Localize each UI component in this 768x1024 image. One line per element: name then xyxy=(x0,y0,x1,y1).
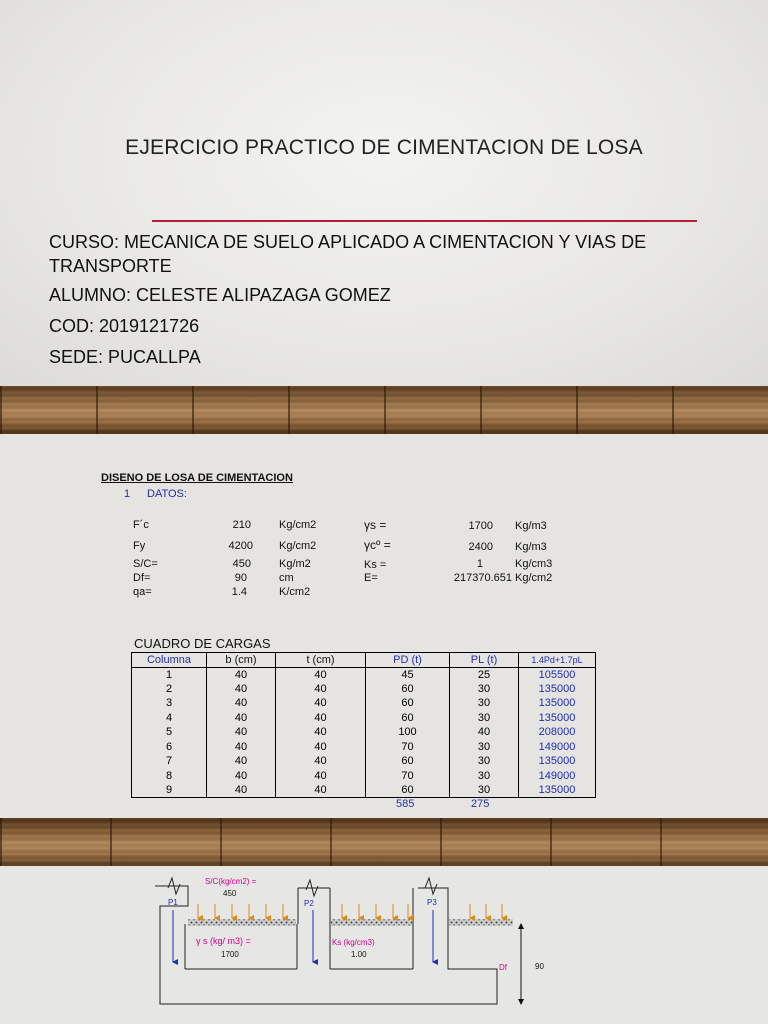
table-row xyxy=(132,711,596,726)
df-label: Df xyxy=(499,963,507,972)
table-cell: 40 xyxy=(207,783,276,798)
table-row xyxy=(132,682,596,697)
table-cell: 30 xyxy=(450,740,519,755)
param-name: γs = xyxy=(364,518,387,532)
table-row xyxy=(132,754,596,769)
param-value: 1700 xyxy=(468,520,493,532)
table-cell: 40 xyxy=(276,769,366,784)
table-cell: 25 xyxy=(450,667,519,682)
table-cell: 40 xyxy=(276,711,366,726)
section-title: DISENO DE LOSA DE CIMENTACION xyxy=(101,472,293,484)
sede-text: SEDE: PUCALLPA xyxy=(49,347,201,367)
sc-label: S/C(kg/cm2) = xyxy=(205,877,257,886)
table-cell: 4 xyxy=(132,711,207,726)
ks-label: Ks (kg/cm3) xyxy=(332,938,375,947)
col-header: b (cm) xyxy=(207,653,276,668)
table-cell: 70 xyxy=(366,740,450,755)
col-header: 1.4Pd+1.7pL xyxy=(519,653,596,668)
table-cell: 40 xyxy=(276,725,366,740)
table-cell: 30 xyxy=(450,711,519,726)
table-cell: 40 xyxy=(276,783,366,798)
param-name: Fy xyxy=(133,540,146,552)
table-cell: 40 xyxy=(207,769,276,784)
param-value: 1 xyxy=(476,558,483,570)
table-cell: 40 xyxy=(276,682,366,697)
col-header: PD (t) xyxy=(366,653,450,668)
table-cell: 60 xyxy=(366,682,450,697)
table-cell: 40 xyxy=(207,725,276,740)
table-cell: 40 xyxy=(276,754,366,769)
table-cell: 40 xyxy=(276,740,366,755)
table-cell: 30 xyxy=(450,783,519,798)
table-cell: 30 xyxy=(450,769,519,784)
p1-label: P1 xyxy=(168,898,178,907)
table-cell: 40 xyxy=(207,711,276,726)
table-cell: 149000 xyxy=(519,740,596,755)
slide-title: EJERCICIO PRACTICO DE CIMENTACION DE LOSA xyxy=(125,136,643,159)
loads-table xyxy=(131,652,596,798)
param-name: γcº = xyxy=(364,538,391,552)
table-cell: 40 xyxy=(207,696,276,711)
param-unit: K/cm2 xyxy=(279,586,311,598)
table-cell: 40 xyxy=(207,740,276,755)
data-slide xyxy=(0,434,768,818)
table-cell: 30 xyxy=(450,682,519,697)
table-cell: 40 xyxy=(207,667,276,682)
param-value: 4200 xyxy=(228,540,253,552)
foundation-diagram xyxy=(0,866,768,1024)
table-cell: 135000 xyxy=(519,711,596,726)
table-cell: 60 xyxy=(366,711,450,726)
table-row xyxy=(132,696,596,711)
table-cell: 1 xyxy=(132,667,207,682)
surcharge-arrows xyxy=(198,904,502,918)
table-cell: 135000 xyxy=(519,754,596,769)
param-value: 450 xyxy=(232,558,251,570)
table-cell: 60 xyxy=(366,696,450,711)
table-header-row xyxy=(132,653,596,668)
curso-text: CURSO: MECANICA DE SUELO APLICADO A CIMENTACION Y VIAS DE TRANSPORTE xyxy=(49,232,647,276)
table-row xyxy=(132,740,596,755)
table-row xyxy=(132,783,596,798)
param-value: 210 xyxy=(232,519,251,531)
param-value: 90 xyxy=(234,572,247,584)
table-cell: 135000 xyxy=(519,682,596,697)
table-cell: 135000 xyxy=(519,783,596,798)
param-name: qa= xyxy=(133,586,152,598)
param-value: 217370.651 xyxy=(453,572,512,584)
sc-value: 450 xyxy=(223,889,237,898)
table-cell: 149000 xyxy=(519,769,596,784)
title-slide xyxy=(0,0,768,386)
table-cell: 9 xyxy=(132,783,207,798)
table-cell: 105500 xyxy=(519,667,596,682)
total-pd: 585 xyxy=(396,798,415,810)
alumno-text: ALUMNO: CELESTE ALIPAZAGA GOMEZ xyxy=(49,285,391,305)
table-cell: 30 xyxy=(450,696,519,711)
table-cell: 100 xyxy=(366,725,450,740)
param-unit: Kg/cm2 xyxy=(279,540,317,552)
table-cell: 2 xyxy=(132,682,207,697)
table-cell: 7 xyxy=(132,754,207,769)
table-cell: 60 xyxy=(366,783,450,798)
table-cell: 70 xyxy=(366,769,450,784)
param-name: Df= xyxy=(133,572,151,584)
p3-label: P3 xyxy=(427,898,437,907)
title-divider xyxy=(152,220,697,222)
table-row xyxy=(132,769,596,784)
dim-value: 90 xyxy=(535,962,544,971)
param-name: S/C= xyxy=(133,558,158,570)
param-unit: Kg/m3 xyxy=(515,520,547,532)
col-header: PL (t) xyxy=(450,653,519,668)
table-cell: 8 xyxy=(132,769,207,784)
param-value: 1.4 xyxy=(231,586,247,598)
datos-label: DATOS: xyxy=(147,488,187,500)
param-unit: cm xyxy=(279,572,294,584)
table-cell: 40 xyxy=(276,696,366,711)
gamma-label: γ s (kg/ m3) = xyxy=(196,936,251,946)
table-row xyxy=(132,667,596,682)
table-cell: 135000 xyxy=(519,696,596,711)
param-unit: Kg/m3 xyxy=(515,541,547,553)
table-cell: 6 xyxy=(132,740,207,755)
table-cell: 3 xyxy=(132,696,207,711)
table-cell: 40 xyxy=(207,682,276,697)
param-unit: Kg/cm3 xyxy=(515,558,553,570)
table-cell: 5 xyxy=(132,725,207,740)
cod-text: COD: 2019121726 xyxy=(49,316,200,336)
diagram-slide xyxy=(0,866,768,1024)
param-name: E= xyxy=(364,572,378,584)
table-cell: 30 xyxy=(450,754,519,769)
cuadro-title: CUADRO DE CARGAS xyxy=(134,636,271,651)
param-name: Ks = xyxy=(364,559,387,571)
table-cell: 45 xyxy=(366,667,450,682)
soil-band xyxy=(449,919,513,926)
param-unit: Kg/cm2 xyxy=(279,519,317,531)
param-value: 2400 xyxy=(468,541,493,553)
datos-number: 1 xyxy=(124,488,131,500)
param-name: F´c xyxy=(133,519,149,531)
wood-floor-divider xyxy=(0,386,768,434)
p2-label: P2 xyxy=(304,899,314,908)
table-cell: 208000 xyxy=(519,725,596,740)
col-header: Columna xyxy=(132,653,207,668)
table-cell: 40 xyxy=(276,667,366,682)
table-cell: 40 xyxy=(207,754,276,769)
soil-band xyxy=(331,919,412,926)
total-pl: 275 xyxy=(471,798,490,810)
table-row xyxy=(132,725,596,740)
table-cell: 40 xyxy=(450,725,519,740)
soil-band xyxy=(188,919,296,926)
param-unit: Kg/cm2 xyxy=(515,572,553,584)
param-unit: Kg/m2 xyxy=(279,558,311,570)
wood-floor-divider xyxy=(0,818,768,866)
col-header: t (cm) xyxy=(276,653,366,668)
ks-value: 1.00 xyxy=(351,950,367,959)
gamma-value: 1700 xyxy=(221,950,239,959)
table-cell: 60 xyxy=(366,754,450,769)
